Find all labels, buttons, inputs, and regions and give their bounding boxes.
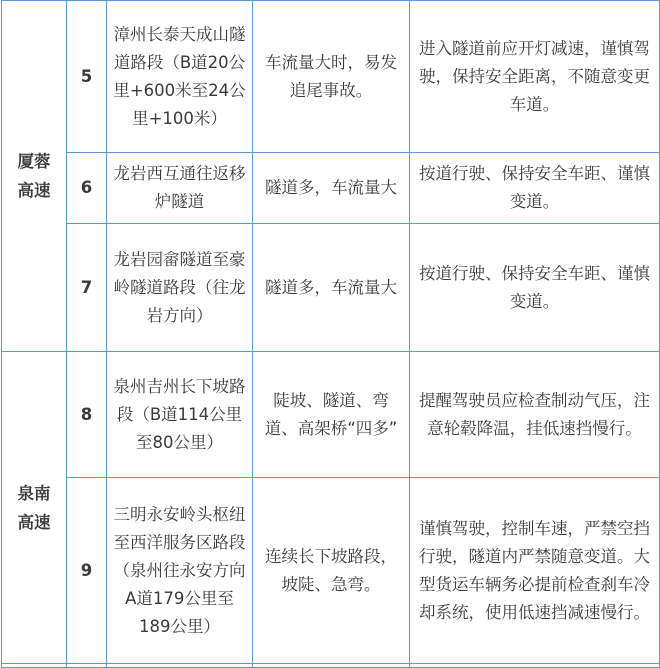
road-section-cell: 龙岩西互通往返移炉隧道 (107, 153, 253, 224)
region-cell (2, 1, 67, 352)
advice-cell: 提醒驾驶员应检查制动气压，注意轮毂降温，挂低速挡慢行。 (410, 352, 660, 478)
table-row (2, 478, 660, 664)
advice-cell: 按道行驶、保持安全车距、谨慎变道。 (410, 224, 660, 352)
region-label: 厦蓉高速 (17, 152, 51, 200)
advice-cell: 谨慎驾驶，控制车速，严禁空挡行驶，隧道内严禁随意变道。大型货运车辆务必提前检查刹车冷却系统，使用低速挡减速慢行。 (410, 478, 660, 664)
road-section-cell: 漳州长泰天成山隧道路段（B道20公里+600米至24公里+100米） (107, 1, 253, 153)
row-number: 5 (67, 1, 107, 153)
table-row (2, 1, 660, 153)
table-row (2, 224, 660, 352)
road-section-cell: 龙岩园畲隧道至豪岭隧道路段（往龙岩方向） (107, 224, 253, 352)
hazard-cell: 车流量大时，易发追尾事故。 (253, 1, 410, 153)
row-number: 9 (67, 478, 107, 664)
road-section-cell: 泉州吉州长下坡路段（B道114公里至80公里） (107, 352, 253, 478)
region-cell (2, 352, 67, 664)
row-number: 8 (67, 352, 107, 478)
table-row (2, 352, 660, 478)
row-number: 6 (67, 153, 107, 224)
advice-cell: 进入隧道前应开灯减速，谨慎驾驶，保持安全距离，不随意变更车道。 (410, 1, 660, 153)
hazard-cell: 隧道多，车流量大 (253, 224, 410, 352)
region-label: 泉南高速 (17, 483, 51, 532)
hazard-cell: 陡坡、隧道、弯道、高架桥“四多” (253, 352, 410, 478)
road-hazard-table (1, 0, 660, 668)
road-section-cell: 三明永安岭头枢纽至西洋服务区路段（泉州往永安方向A道179公里至189公里） (107, 478, 253, 664)
advice-cell: 按道行驶、保持安全车距、谨慎变道。 (410, 153, 660, 224)
hazard-cell: 连续长下坡路段，坡陡、急弯。 (253, 478, 410, 664)
hazard-cell: 隧道多，车流量大 (253, 153, 410, 224)
table-row (2, 153, 660, 224)
row-number: 7 (67, 224, 107, 352)
